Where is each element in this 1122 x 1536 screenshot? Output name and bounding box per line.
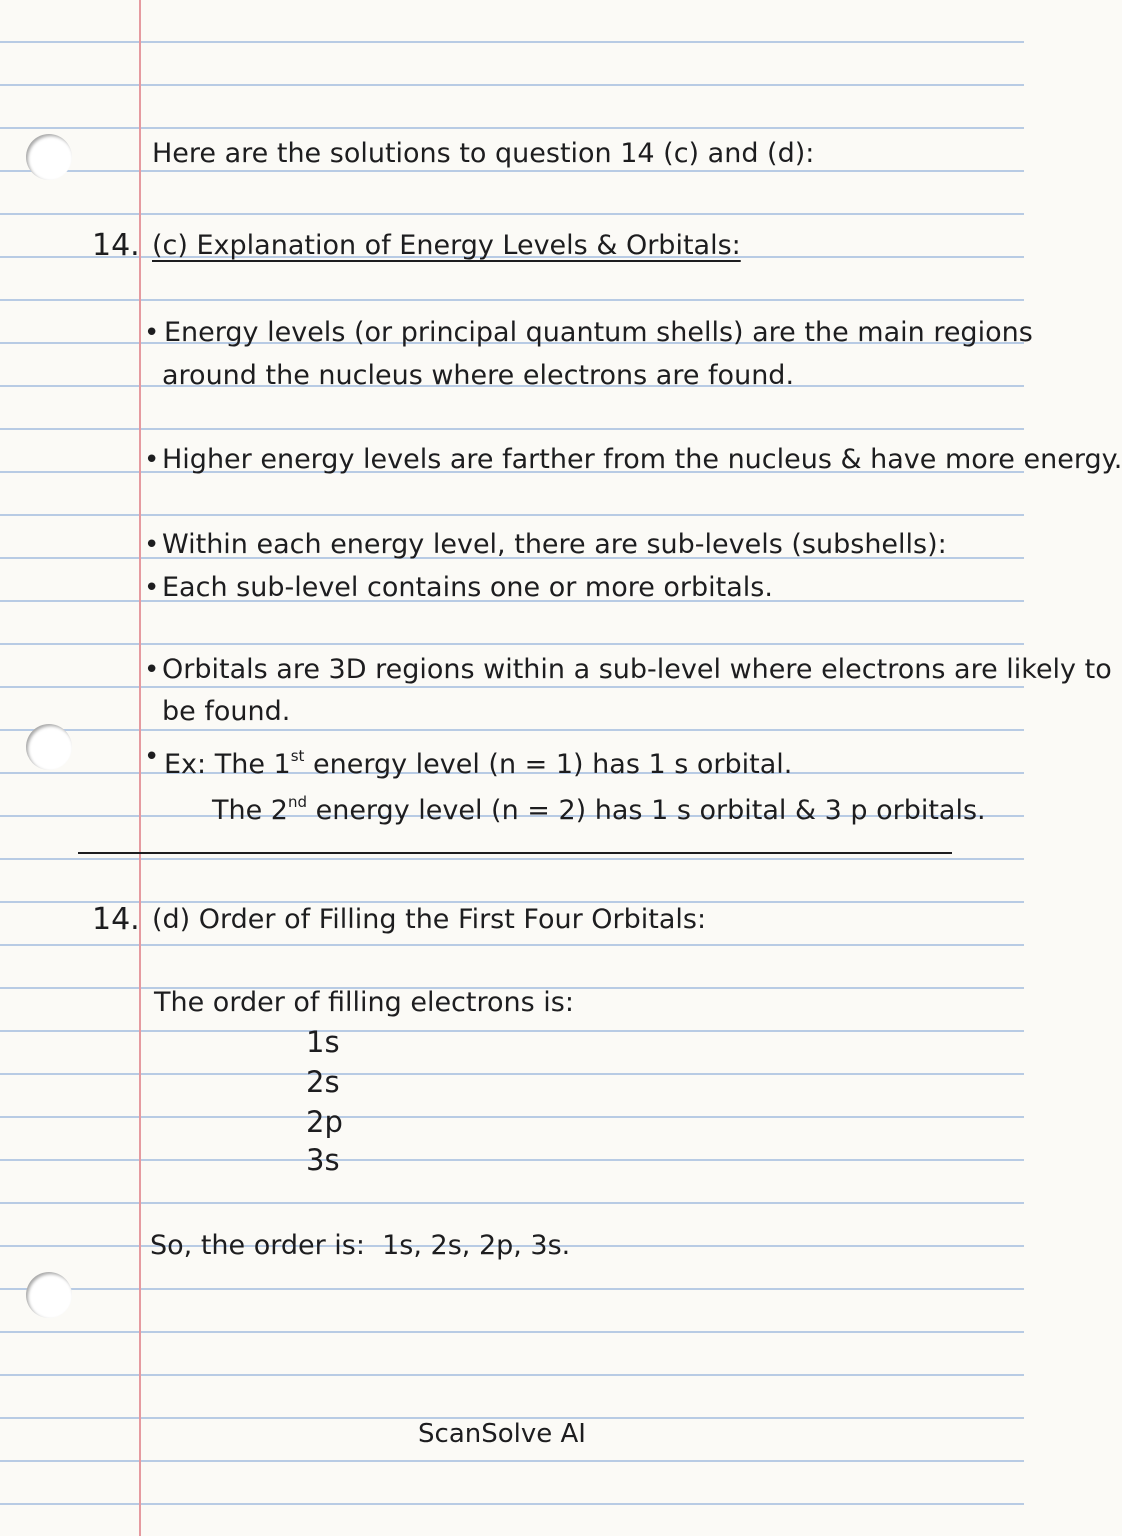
- example-line-1: Ex: The 1st energy level (n = 1) has 1 s orbital.: [164, 747, 793, 780]
- bullet-1-line-2: around the nucleus where electrons are found.: [162, 360, 795, 391]
- bullet-5-line-1: Orbitals are 3D regions within a sub-level where electrons are likely to: [162, 654, 1112, 685]
- bullet-dot: •: [144, 445, 160, 475]
- bullet-dot: •: [144, 655, 160, 685]
- question-number-c: 14.: [92, 228, 140, 263]
- bullet-dot: •: [144, 573, 160, 603]
- bullet-dot: •: [144, 742, 160, 772]
- bullet-dot: •: [144, 530, 160, 560]
- punch-hole-top: [26, 134, 72, 180]
- bullet-3: Within each energy level, there are sub-levels (subshells):: [162, 529, 947, 560]
- section-c-title: (c) Explanation of Energy Levels & Orbitals:: [152, 230, 741, 261]
- orbital-3: 2p: [306, 1105, 343, 1139]
- bullet-dot: •: [144, 318, 160, 348]
- section-d-title: (d) Order of Filling the First Four Orbitals:: [152, 904, 707, 935]
- punch-hole-bottom: [26, 1272, 72, 1318]
- intro-text: Here are the solutions to question 14 (c) and (d):: [152, 138, 815, 169]
- section-divider: [78, 852, 952, 854]
- bullet-2: Higher energy levels are farther from the nucleus & have more energy.: [162, 444, 1122, 475]
- bullet-1-line-1: Energy levels (or principal quantum shells) are the main regions: [164, 317, 1033, 348]
- footer-brand: ScanSolve AI: [418, 1419, 586, 1449]
- bullet-5-line-2: be found.: [162, 696, 291, 727]
- orbital-1: 1s: [306, 1025, 340, 1059]
- order-intro: The order of filling electrons is:: [154, 987, 574, 1018]
- example-line-2: The 2nd energy level (n = 2) has 1 s orbital & 3 p orbitals.: [212, 793, 986, 826]
- bullet-4: Each sub-level contains one or more orbitals.: [162, 572, 773, 603]
- question-number-d: 14.: [92, 902, 140, 937]
- punch-hole-middle: [26, 724, 72, 770]
- orbital-4: 3s: [306, 1143, 340, 1177]
- order-conclusion: So, the order is: 1s, 2s, 2p, 3s.: [150, 1230, 571, 1261]
- orbital-2: 2s: [306, 1065, 340, 1099]
